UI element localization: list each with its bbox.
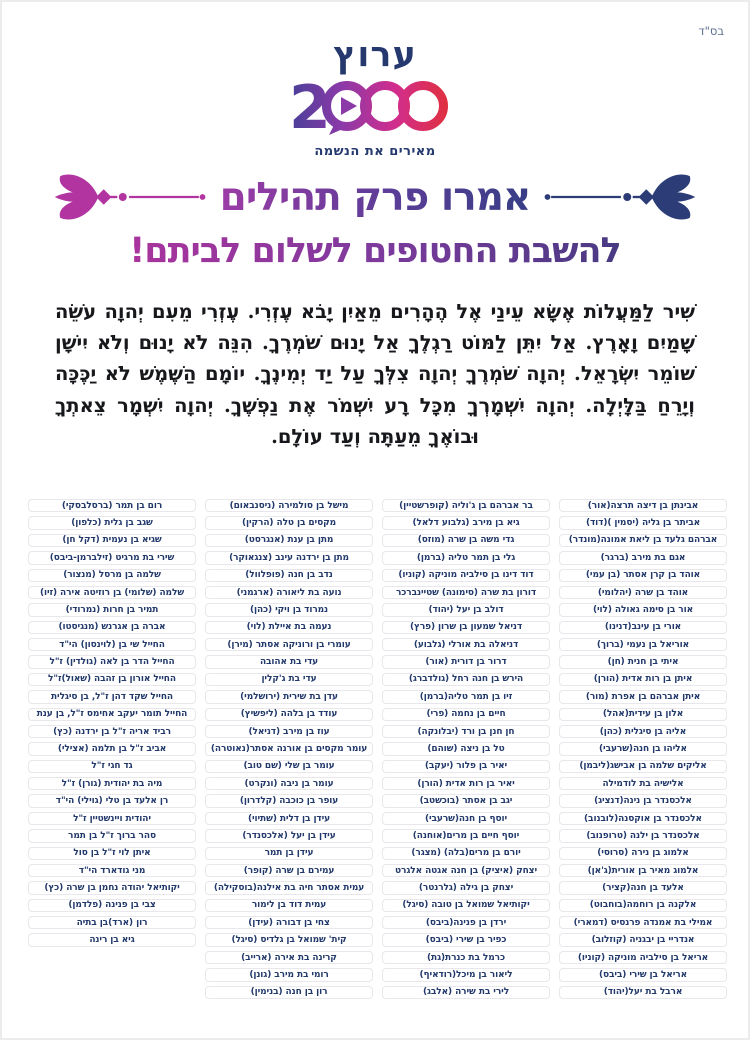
name-box: אברה בן אגרנש (מנגיסטו) <box>28 621 196 634</box>
logo-tagline: מאירים את הנשמה <box>314 144 436 159</box>
name-box: קרינה בת אירה (ארייב) <box>205 951 373 964</box>
name-box: עומר בן שלי (שם טוב) <box>205 760 373 773</box>
flourish-right-icon <box>540 168 700 226</box>
name-box: אור בן סימה גאולה (לוי) <box>559 603 727 616</box>
name-box: עדי בת ג'קלין <box>205 673 373 686</box>
name-box: עוז בן מירב (דניאל) <box>205 725 373 738</box>
name-box: איתן לוי ז"ל בן סול <box>28 847 196 860</box>
name-box: אוהד בן שרה (יהלומי) <box>559 586 727 599</box>
name-box: עופר בן כוכבה (קלדרון) <box>205 794 373 807</box>
name-box: אלקנה בן רוחמה(בוחבוט) <box>559 899 727 912</box>
name-box: טל בן ניצה (שוהם) <box>382 742 550 755</box>
psalm-text: שִׁיר לַמַּעֲלוֹת אֶשָּׂא עֵינַי אֶל הֶהָרִים מֵאַיִן יָבֹא עֶזְרִי. עֶזְרִי מֵעִם יְהוָה עֹשֵׂה שָׁמַיִם וָאָרֶץ. אַל יִתֵּן לַמּוֹט רַגְלֶךָ אַל יָנוּם שֹׁמְרֶךָ. הִנֵּה לֹא יָנוּם וְלֹא יִישָׁן שׁוֹמֵר יִשְׂרָאֵל. יְהוָה שֹׁמְרֶךָ יְהוָה צִלְּךָ עַל יַד יְמִינֶךָ. יוֹמָם הַשֶּׁמֶשׁ לֹא יַכֶּכָּה וְיָרֵחַ בַּלָּיְלָה. יְהוָה יִשְׁמָרְךָ מִכָּל רָע יִשְׁמֹר אֶת נַפְשֶׁךָ. יְהוָה יִשְׁמָר צֵאתְךָ וּבוֹאֶךָ מֵעַתָּה וְעַד עוֹלָם. <box>55 300 695 448</box>
name-box: יקותיאל יהודה נחמן בן שרה (כץ) <box>28 881 196 894</box>
name-box: איתן אברהם בן אפרת (מור) <box>559 690 727 703</box>
name-box: דוד דינו בן סילביה מוניקה (קוניו) <box>382 569 550 582</box>
name-box: גד חגי ז"ל <box>28 760 196 773</box>
name-box: אורי בן עינב(דנינו) <box>559 621 727 634</box>
name-box: שגיא בן נעמית (דקל חן) <box>28 534 196 547</box>
title-line1: אמרו פרק תהילים <box>219 174 531 220</box>
channel-2000-logo <box>291 35 459 159</box>
logo-2000-icon <box>291 75 459 137</box>
name-box: החייל תומר יעקב אחימס ז"ל, בן ענת <box>28 708 196 721</box>
name-box: אוהד בן קרן אסתר (בן עמי) <box>559 569 727 582</box>
name-box: אביתר בן גליה (יסמין )(דוד) <box>559 516 727 529</box>
name-box: דניאלה בת אורלי (גלבוע) <box>382 638 550 651</box>
name-box: קית' שמואל בן גלדיס (סיגל) <box>205 933 373 946</box>
name-box: רומי בת מירב (גונן) <box>205 968 373 981</box>
name-box: אלעד בן חנה(קציר) <box>559 881 727 894</box>
flourish-left-icon <box>50 168 210 226</box>
title-line2: להשבת החטופים לשלום לביתם! <box>0 234 750 269</box>
name-box: יגב בן אסתר (בוכשטב) <box>382 794 550 807</box>
name-box: מקסים בן טלה (הרקין) <box>205 516 373 529</box>
name-box: אלמוג בן נירה (סרוסי) <box>559 847 727 860</box>
name-box: החייל אורון בן זהבה (שאול)ז"ל <box>28 673 196 686</box>
name-box: אלכסנדר בן נינה(דנציג) <box>559 794 727 807</box>
name-box: אלון בן עידית(אהל) <box>559 708 727 721</box>
name-box: עידן בן דלית (שתיוי) <box>205 812 373 825</box>
name-box: מני גודארד הי"ד <box>28 864 196 877</box>
name-box: אלכסנדר בן אוקסנה(לובנוב) <box>559 812 727 825</box>
name-box: כפיר בן שירי (ביבס) <box>382 933 550 946</box>
name-box: עומר מקסים בן אורנה אסתר(נאוטרה) <box>205 742 373 755</box>
title-block <box>0 168 750 269</box>
name-box: דרור בן דורית (אור) <box>382 655 550 668</box>
name-box: יאיר בן רות אדית (הורן) <box>382 777 550 790</box>
name-box: חן חנן בן ורד (יבלונקה) <box>382 725 550 738</box>
name-box: נדב בן חנה (פופלוול) <box>205 569 373 582</box>
name-box: יוסף חיים בן מרים(אוחנה) <box>382 829 550 842</box>
name-box: מתן בן ענת (אנגרסט) <box>205 534 373 547</box>
name-box: צבי בן פנינה (פלדמן) <box>28 899 196 912</box>
name-box: אריאל בן שירי (ביבס) <box>559 968 727 981</box>
name-box: אוריאל בן נעמי (ברוך) <box>559 638 727 651</box>
name-box: דניאל שמעון בן שרון (פרץ) <box>382 621 550 634</box>
name-box: הירש בן חנה רחל (גולדברג) <box>382 673 550 686</box>
name-box: עומר בן ניבה (ונקרט) <box>205 777 373 790</box>
name-box: עידן בן תמר <box>205 847 373 860</box>
name-box: צחי בן דבורה (עידן) <box>205 916 373 929</box>
svg-text:2: 2 <box>291 75 331 137</box>
name-box: אברהם גלעד בן ליאת אמונה(מונדר) <box>559 534 727 547</box>
name-box: מישל בן סולמירה (ניסנבאום) <box>205 499 373 512</box>
name-box: יצחק (איציק) בן חנה אגטה אלגרט <box>382 864 550 877</box>
name-box: דורון בת שרה (סימונה) שטיינברכר <box>382 586 550 599</box>
name-box: סהר ברוך ז"ל בן תמר <box>28 829 196 842</box>
name-box: אביב ז"ל בן תלמה (אצילי) <box>28 742 196 755</box>
name-box: אריאל בן סילביה מוניקה (קוניו) <box>559 951 727 964</box>
name-box: רביד אריה ז"ל בן ירדנה (כץ) <box>28 725 196 738</box>
name-box: רום בן תמר (ברסלבסקי) <box>28 499 196 512</box>
logo-word: ערוץ <box>333 35 417 75</box>
name-box: גיא בן מירב (גלבוע דלאל) <box>382 516 550 529</box>
name-box: מיה בת יהודית (גורן) ז"ל <box>28 777 196 790</box>
name-box: אלכסנדר בן ילנה (טרופנוב) <box>559 829 727 842</box>
name-box: אליה בן סיגלית (כהן) <box>559 725 727 738</box>
name-box: יורם בן מרים(בלה) (מצגר) <box>382 847 550 860</box>
name-box: יוסף בן חנה(שרעבי) <box>382 812 550 825</box>
name-box: עמית אסתר חיה בת אילנה(בוסקילה) <box>205 881 373 894</box>
name-box: החייל שי בן (לוינסון) הי"ד <box>28 638 196 651</box>
name-box: ירדן בן פנינה(ביבס) <box>382 916 550 929</box>
name-box: עדן בת שירית (ירושלמי) <box>205 690 373 703</box>
names-grid <box>28 499 727 999</box>
name-box: שלמה בן מרסל (מנצור) <box>28 569 196 582</box>
name-box: זיו בן תמר טליה(ברמן) <box>382 690 550 703</box>
name-box: עודד בן בלהה (ליפשיץ) <box>205 708 373 721</box>
name-box: אנדריי בן יבגניה (קוזלוב) <box>559 933 727 946</box>
name-box: אליהו בן חנה(שרעבי) <box>559 742 727 755</box>
name-box: תמיר בן חרות (נמרודי) <box>28 603 196 616</box>
name-box: שירי בת מרגיט (זילברמן-ביבס) <box>28 551 196 564</box>
name-box: גדי משה בן שרה (מוזס) <box>382 534 550 547</box>
name-box: החייל הדר בן לאה (גולדין) ז"ל <box>28 655 196 668</box>
logo-2000-graphic <box>291 75 459 141</box>
name-box: עומרי בן ורוניקה אסתר (מירן) <box>205 638 373 651</box>
name-box: לירי בת שירה (אלבג) <box>382 986 550 999</box>
name-box: נועה בת ליאורה (ארגמני) <box>205 586 373 599</box>
name-box: עידן בן יעל (אלכסנדר) <box>205 829 373 842</box>
besod-text: בס"ד <box>698 24 724 38</box>
name-box: עדי בת אהובה <box>205 655 373 668</box>
name-box: בר אברהם בן ג'וליה (קופרשטיין) <box>382 499 550 512</box>
name-box: רן אלעד בן טלי (גוילי) הי"ד <box>28 794 196 807</box>
name-box: אמילי בת אמנדה פרנסיס (דמארי) <box>559 916 727 929</box>
name-box: ליאור בן מיכל(רודאיף) <box>382 968 550 981</box>
name-box: מתן בן ירדנה עינב (צנגאוקר) <box>205 551 373 564</box>
name-box: יאיר בן פלור (יעקב) <box>382 760 550 773</box>
name-box: אליקים שלמה בן אבישג(ליבמן) <box>559 760 727 773</box>
name-box: אבינתן בן דיצה תרצה(אור) <box>559 499 727 512</box>
name-box: יקותיאל שמואל בן טובה (סיגל) <box>382 899 550 912</box>
name-box: גיא בן רינה <box>28 933 196 946</box>
name-box: חיים בן נחמה (פרי) <box>382 708 550 721</box>
name-box: שגב בן גלית (כלפון) <box>28 516 196 529</box>
name-box: נעמה בת איילת (לוי) <box>205 621 373 634</box>
name-box: רון (ארד)בן בתיה <box>28 916 196 929</box>
name-box: יצחק בן גילה (גלרנטר) <box>382 881 550 894</box>
name-box: יהודית ויינשטיין ז"ל <box>28 812 196 825</box>
name-box: עמית דוד בן לימור <box>205 899 373 912</box>
name-box: נמרוד בן ויקי (כהן) <box>205 603 373 616</box>
name-box: אלישיה בת לודמילה <box>559 777 727 790</box>
name-box: דולב בן יעל (יהוד) <box>382 603 550 616</box>
name-box: אגם בת מירב (ברגר) <box>559 551 727 564</box>
name-box: רון בן חנה (בנימין) <box>205 986 373 999</box>
name-box: ארבל בת יעל(יהוד) <box>559 986 727 999</box>
name-box: עמירם בן שרה (קופר) <box>205 864 373 877</box>
name-box: שלמה (שלומי) בן רוזיטה אירה (זיו) <box>28 586 196 599</box>
name-box: החייל שקד דהן ז"ל, בן סיגלית <box>28 690 196 703</box>
name-box: כרמל בת כנרת(גת) <box>382 951 550 964</box>
name-box: איתי בן חנית (חן) <box>559 655 727 668</box>
name-box: אלמוג מאיר בן אורית(ג'אן) <box>559 864 727 877</box>
name-box: איתן בן רות אדית (הורן) <box>559 673 727 686</box>
name-box: גלי בן תמר טליה (ברמן) <box>382 551 550 564</box>
